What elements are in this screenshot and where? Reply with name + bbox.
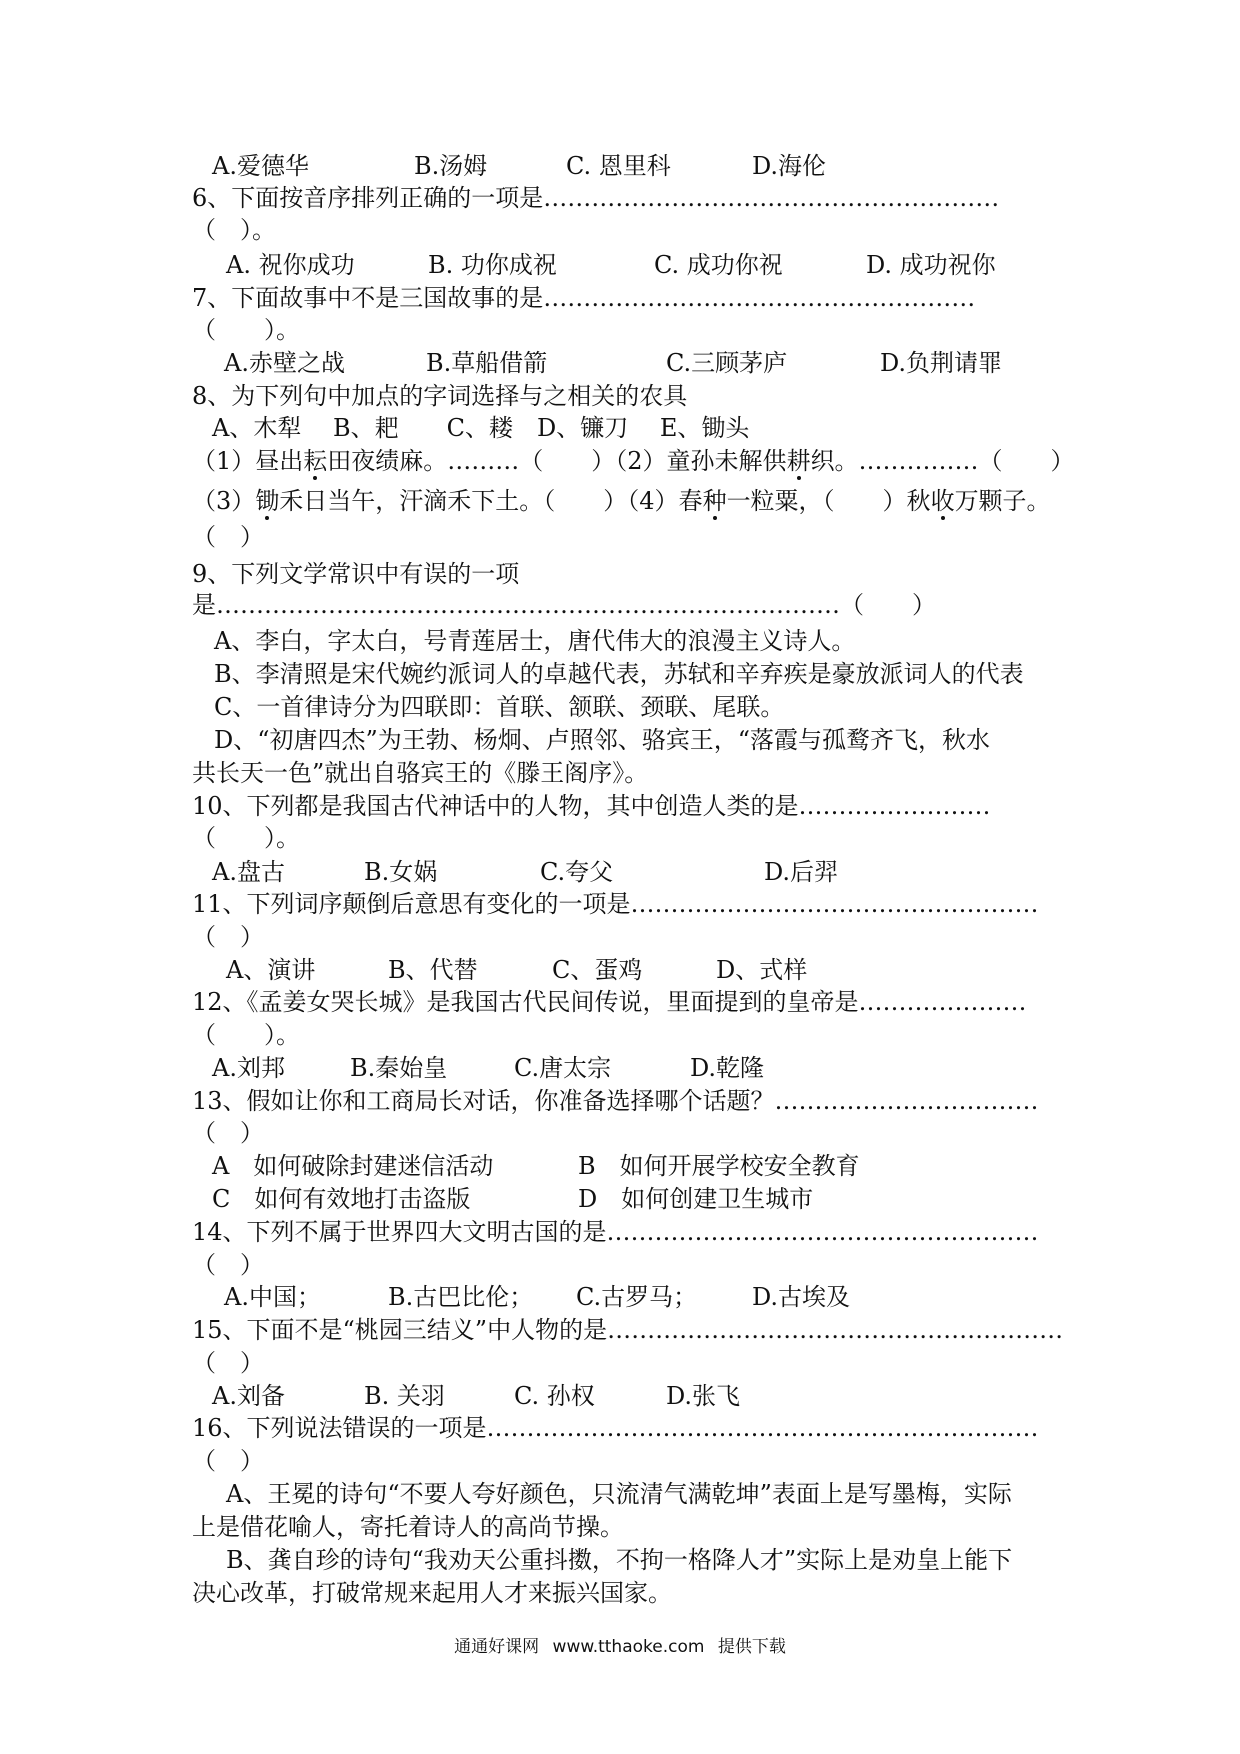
q16-answer-blank: （ ） — [192, 1447, 264, 1475]
page-footer — [0, 1632, 1240, 1657]
q11-stem: 11、下列词序颠倒后意思有变化的一项是…………………………………………… — [192, 890, 1039, 918]
q5-option-d: D.海伦 — [752, 152, 827, 180]
q13-option-c: C 如何有效地打击盗版 — [212, 1185, 471, 1213]
q14-option-a: A.中国； — [224, 1283, 321, 1311]
q10-answer-blank: （ ）。 — [192, 824, 300, 852]
q8-sentence-1-2: （1）昼出耘田夜绩麻。………（ ）（2）童孙未解供耕织。……………（ ） — [192, 447, 1075, 475]
dotted-char: 收 — [930, 487, 955, 515]
q12-option-d: D.乾隆 — [690, 1054, 765, 1082]
q14-option-c: C.古罗马； — [576, 1283, 698, 1311]
q10-option-b: B.女娲 — [364, 858, 438, 886]
q7-stem: 7、下面故事中不是三国故事的是……………………………………………… — [192, 284, 976, 312]
q14-answer-blank: （ ） — [192, 1251, 264, 1279]
q14-option-d: D.古埃及 — [752, 1283, 851, 1311]
footer-download-text: 提供下载 — [717, 1637, 786, 1657]
q12-option-b: B.秦始皇 — [350, 1054, 448, 1082]
dotted-char: 种 — [702, 487, 727, 515]
q9-option-c: C、一首律诗分为四联即：首联、颔联、颈联、尾联。 — [214, 693, 785, 721]
q11-answer-blank: （ ） — [192, 923, 264, 951]
q9-stem-cont: 是……………………………………………………………………（ ） — [192, 591, 936, 619]
q7-option-b: B.草船借箭 — [426, 349, 548, 377]
q5-option-c: C. 恩里科 — [566, 152, 671, 180]
q15-stem: 15、下面不是“桃园三结义”中人物的是………………………………………………… — [192, 1316, 1064, 1344]
q13-option-a: A 如何破除封建迷信活动 — [212, 1152, 494, 1180]
q10-stem: 10、下列都是我国古代神话中的人物，其中创造人类的是…………………… — [192, 792, 991, 820]
q6-option-c: C. 成功你祝 — [654, 251, 783, 279]
q7-answer-blank: （ ）。 — [192, 316, 300, 344]
q15-answer-blank: （ ） — [192, 1349, 264, 1377]
q11-option-a: A、演讲 — [226, 956, 316, 984]
q14-stem: 14、下列不属于世界四大文明古国的是……………………………………………… — [192, 1218, 1039, 1246]
q13-answer-blank: （ ） — [192, 1119, 264, 1147]
q12-stem: 12、《孟姜女哭长城》是我国古代民间传说，里面提到的皇帝是………………… — [192, 988, 1027, 1016]
q13-option-b: B 如何开展学校安全教育 — [578, 1152, 860, 1180]
q9-option-d-cont: 共长天一色”就出自骆宾王的《滕王阁序》。 — [192, 759, 649, 787]
q6-option-b: B. 功你成祝 — [428, 251, 557, 279]
footer-site-name: 通通好课网 — [454, 1637, 540, 1657]
q14-option-b: B.古巴比伦； — [388, 1283, 534, 1311]
q6-stem: 6、下面按音序排列正确的一项是………………………………………………… — [192, 184, 1000, 212]
q15-option-a: A.刘备 — [212, 1382, 285, 1410]
q9-option-d: D、“初唐四杰”为王勃、杨炯、卢照邻、骆宾王，“落霞与孤鹜齐飞，秋水 — [214, 726, 991, 754]
q8-options: A、木犁 B、耙 C、耧 D、镰刀 E、锄头 — [212, 414, 750, 442]
q10-option-d: D.后羿 — [764, 858, 839, 886]
q13-stem: 13、假如让你和工商局长对话，你准备选择哪个话题？…………………………… — [192, 1087, 1039, 1115]
q12-answer-blank: （ ）。 — [192, 1021, 300, 1049]
q12-option-a: A.刘邦 — [212, 1054, 285, 1082]
q16-option-a: A、王冕的诗句“不要人夸好颜色，只流清气满乾坤”表面上是写墨梅，实际 — [226, 1480, 1012, 1508]
footer-url-link[interactable]: www.tthaoke.com — [552, 1637, 705, 1657]
q7-option-c: C.三顾茅庐 — [666, 349, 788, 377]
dotted-char: 锄 — [255, 487, 280, 515]
q13-option-d: D 如何创建卫生城市 — [578, 1185, 814, 1213]
q11-option-c: C、蛋鸡 — [552, 956, 643, 984]
q10-option-a: A.盘古 — [212, 858, 285, 886]
q11-option-d: D、式样 — [716, 956, 808, 984]
q16-stem: 16、下列说法错误的一项是…………………………………………………………… — [192, 1414, 1039, 1442]
q9-stem: 9、下列文学常识中有误的一项 — [192, 560, 520, 588]
q9-option-b: B、李清照是宋代婉约派词人的卓越代表，苏轼和辛弃疾是豪放派词人的代表 — [214, 660, 1024, 688]
q15-option-c: C. 孙权 — [514, 1382, 595, 1410]
q12-option-c: C.唐太宗 — [514, 1054, 612, 1082]
dotted-char: 耘 — [303, 447, 328, 475]
q6-answer-blank: （ ）。 — [192, 216, 276, 244]
q5-option-a: A.爱德华 — [212, 152, 309, 180]
dotted-char: 耕 — [786, 447, 811, 475]
q7-option-d: D.负荆请罪 — [880, 349, 1003, 377]
q8-sentence-3-4: （3）锄禾日当午，汗滴禾下土。（ ）（4）春种一粒粟，（ ）秋收万颗子。 — [192, 487, 1051, 515]
q11-option-b: B、代替 — [388, 956, 478, 984]
q7-option-a: A.赤壁之战 — [224, 349, 345, 377]
q16-option-b: B、龚自珍的诗句“我劝天公重抖擞，不拘一格降人才”实际上是劝皇上能下 — [226, 1546, 1013, 1574]
q6-option-d: D. 成功祝你 — [866, 251, 996, 279]
q8-stem: 8、为下列句中加点的字词选择与之相关的农具 — [192, 382, 688, 410]
q16-option-a-cont: 上是借花喻人，寄托着诗人的高尚节操。 — [192, 1513, 624, 1541]
q8-answer-blank: （ ） — [192, 523, 264, 551]
q9-option-a: A、李白，字太白，号青莲居士，唐代伟大的浪漫主义诗人。 — [214, 627, 856, 655]
q5-option-b: B.汤姆 — [414, 152, 488, 180]
q16-option-b-cont: 决心改革，打破常规来起用人才来振兴国家。 — [192, 1579, 672, 1607]
q15-option-d: D.张飞 — [666, 1382, 741, 1410]
q10-option-c: C.夸父 — [540, 858, 614, 886]
q15-option-b: B. 关羽 — [364, 1382, 445, 1410]
q6-option-a: A. 祝你成功 — [226, 251, 355, 279]
